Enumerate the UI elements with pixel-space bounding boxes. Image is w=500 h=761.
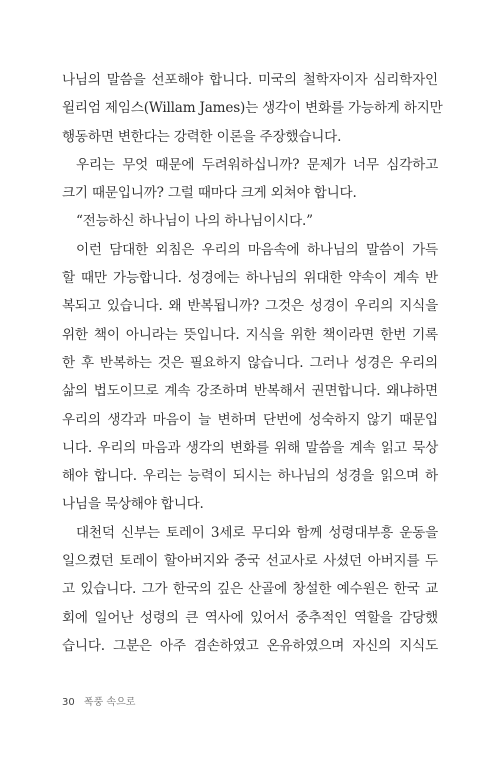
text-line: 한 후 반복하는 것은 필요하지 않습니다. 그러나 성경은 우리의 bbox=[62, 354, 438, 371]
text-line: 이런 담대한 외침은 우리의 마음속에 하나님의 말씀이 가득 bbox=[76, 241, 438, 258]
text-line: 윌리엄 제임스(Willam James)는 생각이 변화를 가능하게 하지만 bbox=[62, 100, 443, 117]
text-line: 삶의 법도이므로 계속 강조하며 반복해서 권면합니다. 왜냐하면 bbox=[62, 383, 438, 400]
text-line: 회에 일어난 성령의 큰 역사에 있어서 중추적인 역할을 감당했 bbox=[62, 609, 438, 626]
page-footer bbox=[62, 693, 135, 708]
running-title: 폭풍 속으로 bbox=[83, 697, 136, 708]
text-line: 나님을 묵상해야 합니다. bbox=[62, 496, 204, 513]
text-line: 고 있습니다. 그가 한국의 깊은 산골에 창설한 예수원은 한국 교 bbox=[62, 581, 438, 598]
text-line: 할 때만 가능합니다. 성경에는 하나님의 위대한 약속이 계속 반 bbox=[62, 270, 438, 287]
text-line: 크기 때문입니까? 그럴 때마다 크게 외쳐야 합니다. bbox=[62, 185, 357, 202]
body-text bbox=[62, 66, 443, 660]
text-line: 위한 책이 아니라는 뜻입니다. 지식을 위한 책이라면 한번 기록 bbox=[62, 326, 438, 343]
text-line: 행동하면 변한다는 강력한 이론을 주장했습니다. bbox=[62, 128, 342, 145]
text-line: 우리의 생각과 마음이 늘 변하며 단번에 성숙하지 않기 때문입 bbox=[62, 411, 438, 428]
text-line: 대천덕 신부는 토레이 3세로 무디와 함께 성령대부흥 운동을 bbox=[76, 524, 438, 541]
text-line: 일으켰던 토레이 할아버지와 중국 선교사로 사셨던 아버지를 두 bbox=[62, 553, 438, 570]
page-number: 30 bbox=[62, 697, 75, 708]
text-line: 나님의 말씀을 선포해야 합니다. 미국의 철학자이자 심리학자인 bbox=[62, 72, 438, 88]
text-line: 우리는 무엇 때문에 두려워하십니까? 문제가 너무 심각하고 bbox=[76, 156, 438, 173]
text-line: 해야 합니다. 우리는 능력이 되시는 하나님의 성경을 읽으며 하 bbox=[62, 468, 438, 485]
text-line: “전능하신 하나님이 나의 하나님이시다.” bbox=[76, 213, 313, 230]
text-line: 습니다. 그분은 아주 겸손하였고 온유하였으며 자신의 지식도 bbox=[62, 637, 438, 654]
text-line: 니다. 우리의 마음과 생각의 변화를 위해 말씀을 계속 읽고 묵상 bbox=[62, 439, 438, 456]
text-line: 복되고 있습니다. 왜 반복됩니까? 그것은 성경이 우리의 지식을 bbox=[62, 298, 438, 315]
